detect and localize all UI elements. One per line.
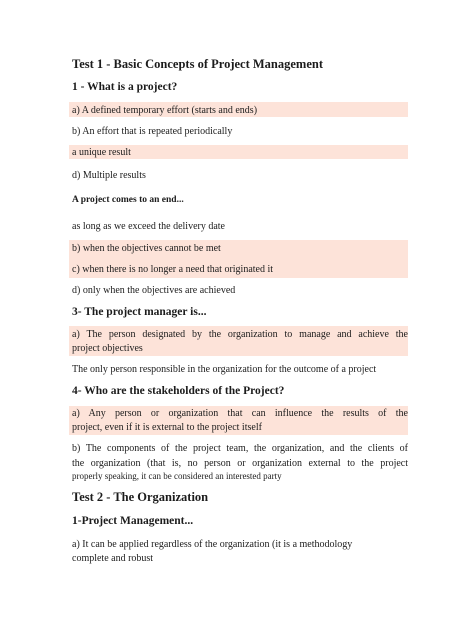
- q4-option-a-line1: a) Any person or organization that can influence the results of the: [72, 408, 408, 419]
- q3-heading: 3- The project manager is...: [72, 306, 207, 318]
- test2-q1-option-a-line1: a) It can be applied regardless of the organization (it is a methodology: [72, 539, 353, 550]
- test2-title: Test 2 - The Organization: [72, 490, 209, 504]
- q2-option-a: as long as we exceed the delivery date: [72, 221, 225, 232]
- q4-option-b-line3: properly speaking, it can be considered an interested party: [72, 471, 282, 481]
- test2-q1-option-a-line2: complete and robust: [72, 553, 154, 564]
- q3-option-b: The only person responsible in the organization for the outcome of a project: [72, 364, 377, 375]
- q1-option-b: b) An effort that is repeated periodically: [72, 126, 233, 137]
- q2-option-d: d) only when the objectives are achieved: [72, 285, 236, 296]
- q2-option-b: b) when the objectives cannot be met: [72, 243, 221, 254]
- q1-option-c: a unique result: [72, 147, 131, 158]
- q4-option-b-line2: the organization (that is, no person or organization external to the project: [72, 458, 408, 469]
- test1-title: Test 1 - Basic Concepts of Project Management: [72, 57, 323, 71]
- q2-heading: A project comes to an end...: [72, 195, 184, 205]
- q1-option-d: d) Multiple results: [72, 170, 146, 181]
- test2-q1-heading: 1-Project Management...: [72, 515, 194, 527]
- q3-option-a-line2: project objectives: [72, 343, 143, 354]
- q2-option-c: c) when there is no longer a need that originated it: [72, 264, 274, 275]
- q4-option-b-line1: b) The components of the project team, the organization, and the clients of: [72, 443, 408, 454]
- q1-heading: 1 - What is a project?: [72, 81, 178, 93]
- q4-option-a-line2: project, even if it is external to the project itself: [72, 422, 262, 433]
- q4-heading: 4- Who are the stakeholders of the Project?: [72, 385, 285, 397]
- q3-option-a-line1: a) The person designated by the organization to manage and achieve the: [72, 329, 408, 340]
- q1-option-a: a) A defined temporary effort (starts and ends): [72, 105, 258, 116]
